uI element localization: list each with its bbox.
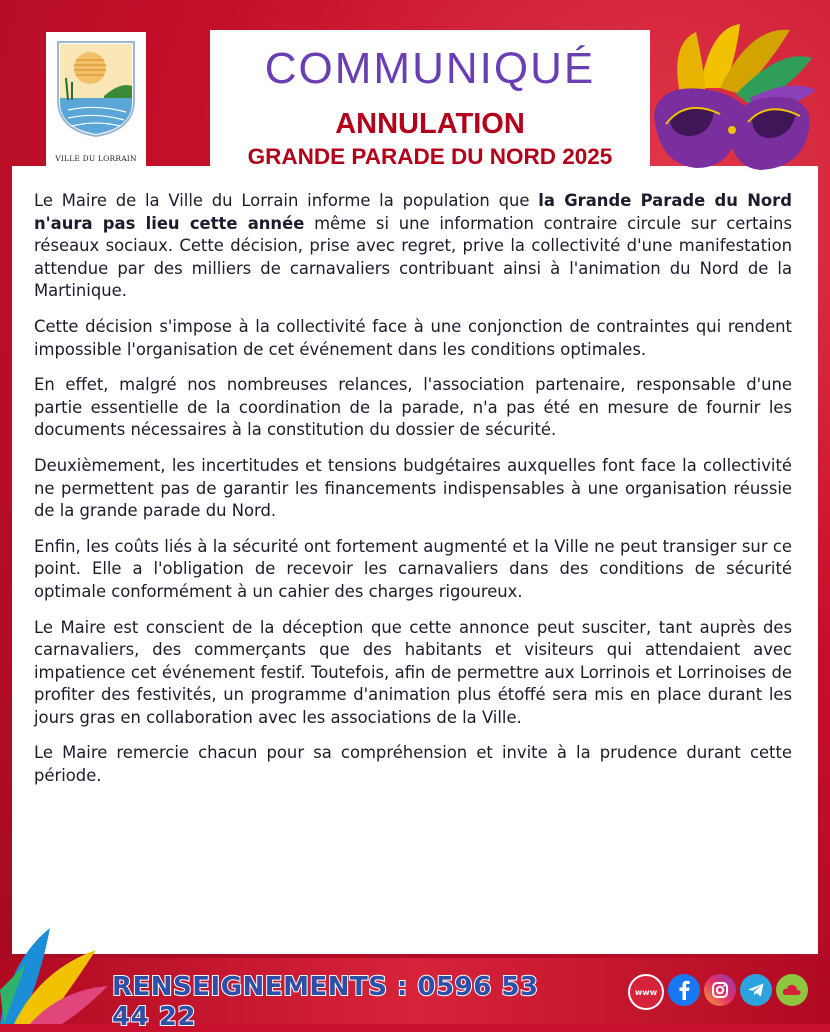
announcement-type: ANNULATION: [335, 108, 525, 140]
paragraph-4: Deuxièmement, les incertitudes et tensions budgétaires auxquelles font face la collectivité ne permettent pas de garantir les financements indispensables à une organisation réussie de la grande parade du Nord.: [34, 455, 792, 521]
carnival-mask-icon: [640, 18, 818, 180]
instagram-icon[interactable]: [704, 974, 736, 1006]
paragraph-1-end: même si une information contraire circule sur certains réseaux sociaux. Cette décision, prise avec regret, prive la collectivité d'une manifestation attendue par des milliers de carnavaliers contribuant ainsi à l'animation du Nord de la Martinique.: [34, 213, 792, 301]
paragraph-2: Cette décision s'impose à la collectivité face à une conjonction de contraintes qui rendent impossible l'organisation de cet événement dans les conditions optimales.: [34, 316, 792, 359]
telegram-icon[interactable]: [740, 974, 772, 1006]
feather-decoration-icon: [0, 920, 110, 1024]
social-icons: [628, 974, 808, 1008]
paragraph-1: [34, 190, 792, 303]
paragraph-7: Le Maire remercie chacun pour sa compréhension et invite à la prudence durant cette période.: [34, 743, 792, 786]
city-crest-icon: [54, 38, 138, 138]
city-logo: [46, 32, 146, 170]
logo-caption: VILLE DU LORRAIN: [55, 154, 137, 163]
cloud-icon[interactable]: [776, 974, 808, 1006]
event-name: GRANDE PARADE DU NORD 2025: [247, 144, 613, 169]
www-icon[interactable]: [628, 974, 664, 1010]
communique-body: [34, 190, 792, 801]
paragraph-3: En effet, malgré nos nombreuses relances, l'association partenaire, responsable d'une partie essentielle de la coordination de la parade, n'a pas été en mesure de fournir les documents nécessaires à la constitution du dossier de sécurité.: [34, 375, 792, 440]
contact-phone: RENSEIGNEMENTS : 0596 53 44 22: [112, 972, 539, 1032]
facebook-icon[interactable]: [668, 974, 700, 1006]
www-label: www: [634, 987, 658, 997]
paragraph-5: Enfin, les coûts liés à la sécurité ont fortement augmenté et la Ville ne peut transiger sur ce point. Elle a l'obligation de recevoir les carnavaliers dans des conditions de sécurité optimale conformément à un cahier des charges rigoureux.: [34, 536, 792, 601]
paragraph-1-highlight: la Grande Parade du Nord n'aura pas lieu cette année: [34, 191, 792, 233]
paragraph-1-start: Le Maire de la Ville du Lorrain informe la population que: [34, 191, 539, 210]
page-title: COMMUNIQUÉ: [264, 44, 596, 93]
paragraph-6: Le Maire est conscient de la déception que cette annonce peut susciter, tant auprès des carnavaliers, des commerçants que des habitants et visiteurs qui attendaient avec impatience cet événement festif. Toutefois, afin de permettre aux Lorrinois et Lorrinoises de profiter des festivités, un programme d'animation plus étoffé sera mis en place durant les jours gras en collaboration avec les associations de la Ville.: [34, 617, 792, 727]
